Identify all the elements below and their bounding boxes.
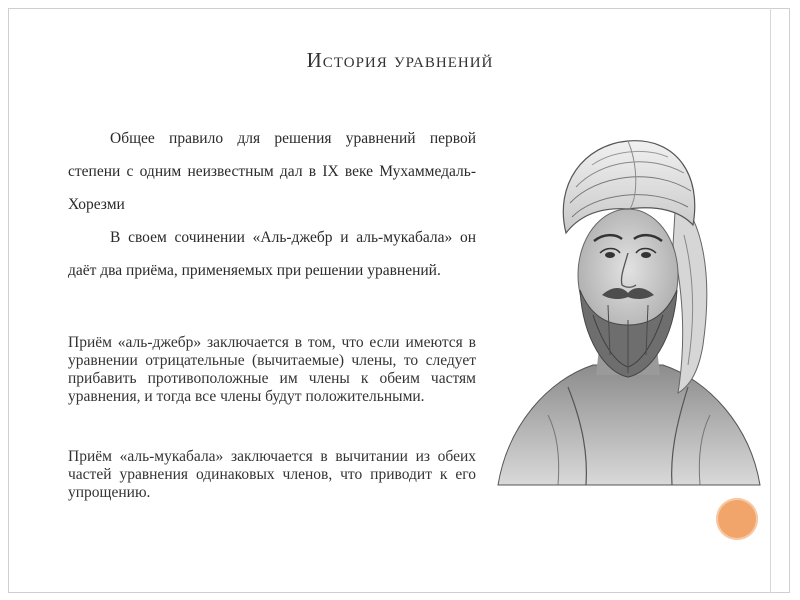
slide-title: История уравнений [306,48,494,72]
paragraph-general-rule: Общее правило для решения уравнений первой степени с одним неизвестным дал в IX веке Мухаммедаль-Хорезми [68,130,476,213]
portrait-image [488,125,768,490]
paragraph-al-jabr: Приём «аль-джебр» заключается в том, что если имеются в уравнении отрицательные (вычитаемые) члены, то следует прибавить противоположные им члены к обеим частям уравнения, и тогда все члены будут положительными. [68,334,476,405]
paragraph-al-muqabala: Приём «аль-мукабала» заключается в вычитании из обеих частей уравнения одинаковых членов, что приводит к его упрощению. [68,448,476,501]
slide-right-rail [770,8,771,593]
paragraph-treatise: В своем сочинении «Аль-джебр и аль-мукабала» он даёт два приёма, применяемых при решении уравнений. [68,229,476,279]
decorative-orange-circle [716,498,758,540]
